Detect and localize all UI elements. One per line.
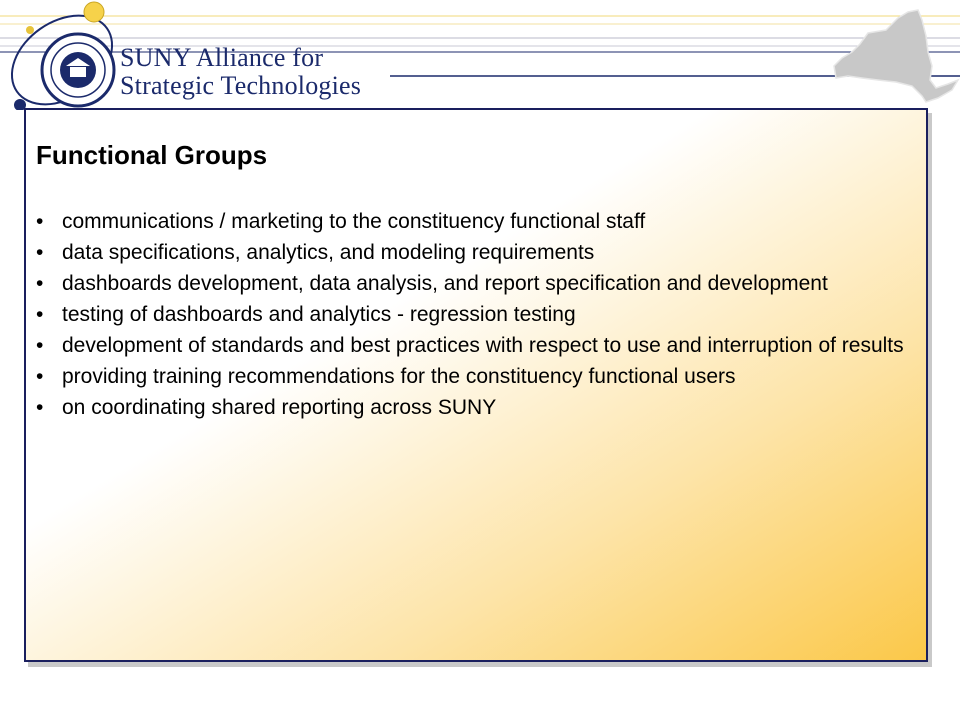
bullet-text: providing training recommendations for the constituency functional users (62, 365, 736, 388)
list-item (36, 206, 921, 237)
bullet-icon: • (36, 272, 44, 295)
slide-title: Functional Groups (36, 140, 268, 170)
suny-seal-icon (42, 34, 114, 106)
bullet-text: development of standards and best practices with respect to use and interruption of results (62, 334, 904, 357)
bullet-icon: • (36, 334, 44, 357)
content-panel (24, 108, 928, 662)
bullet-text: communications / marketing to the constituency functional staff (62, 210, 646, 233)
gold-ball-icon (84, 2, 104, 22)
organization-name-line1: SUNY Alliance for (120, 43, 324, 72)
slide-header (0, 0, 960, 110)
list-item (36, 392, 921, 423)
bullet-text: testing of dashboards and analytics - regression testing (62, 303, 576, 326)
small-ball-icon (26, 26, 34, 34)
bullet-icon: • (36, 396, 44, 419)
bullet-text: on coordinating shared reporting across SUNY (62, 396, 497, 419)
list-item (36, 299, 921, 330)
bullet-icon: • (36, 241, 44, 264)
bullet-icon: • (36, 365, 44, 388)
list-item (36, 237, 921, 268)
bullet-list (36, 206, 921, 423)
bullet-icon: • (36, 303, 44, 326)
list-item (36, 330, 921, 361)
bullet-text: dashboards development, data analysis, and report specification and development (62, 272, 828, 295)
organization-name-line2: Strategic Technologies (120, 71, 362, 100)
bullet-icon: • (36, 210, 44, 233)
bullet-text: data specifications, analytics, and modeling requirements (62, 241, 595, 264)
list-item (36, 268, 921, 299)
list-item (36, 361, 921, 392)
organization-name (120, 44, 361, 100)
